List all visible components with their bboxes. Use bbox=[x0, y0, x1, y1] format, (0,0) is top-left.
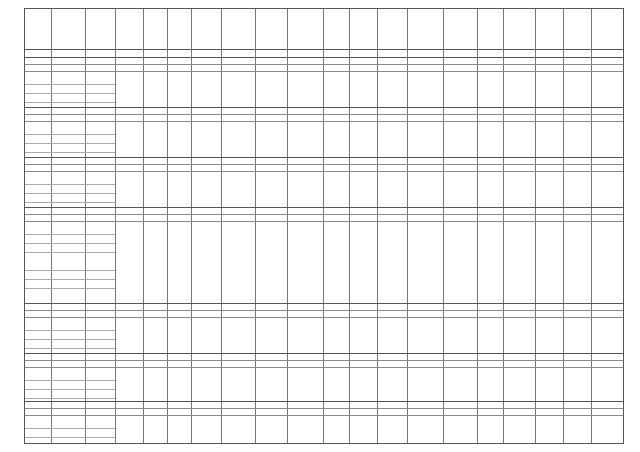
table-row bbox=[25, 243, 115, 253]
registry-table bbox=[24, 8, 624, 444]
table-row-group bbox=[25, 157, 623, 208]
table-row bbox=[25, 143, 115, 153]
table-row-group bbox=[25, 353, 623, 402]
subsection-heading-band bbox=[25, 408, 623, 416]
subsection-heading-band bbox=[25, 64, 623, 72]
table-row bbox=[25, 93, 115, 103]
table-row-group bbox=[25, 207, 623, 304]
table-row bbox=[25, 428, 115, 438]
table-row bbox=[25, 339, 115, 349]
subsection-heading-band bbox=[25, 164, 623, 172]
table-row bbox=[25, 193, 115, 203]
table-row-group bbox=[25, 57, 623, 108]
table-row-group bbox=[25, 303, 623, 354]
subsection-heading-band bbox=[25, 214, 623, 222]
table-row bbox=[25, 389, 115, 399]
table-row bbox=[25, 279, 115, 289]
table-row-group bbox=[25, 107, 623, 158]
subsection-heading-band bbox=[25, 310, 623, 318]
subsection-heading-band bbox=[25, 360, 623, 368]
subsection-heading-band bbox=[25, 114, 623, 122]
table-row-group bbox=[25, 401, 623, 444]
